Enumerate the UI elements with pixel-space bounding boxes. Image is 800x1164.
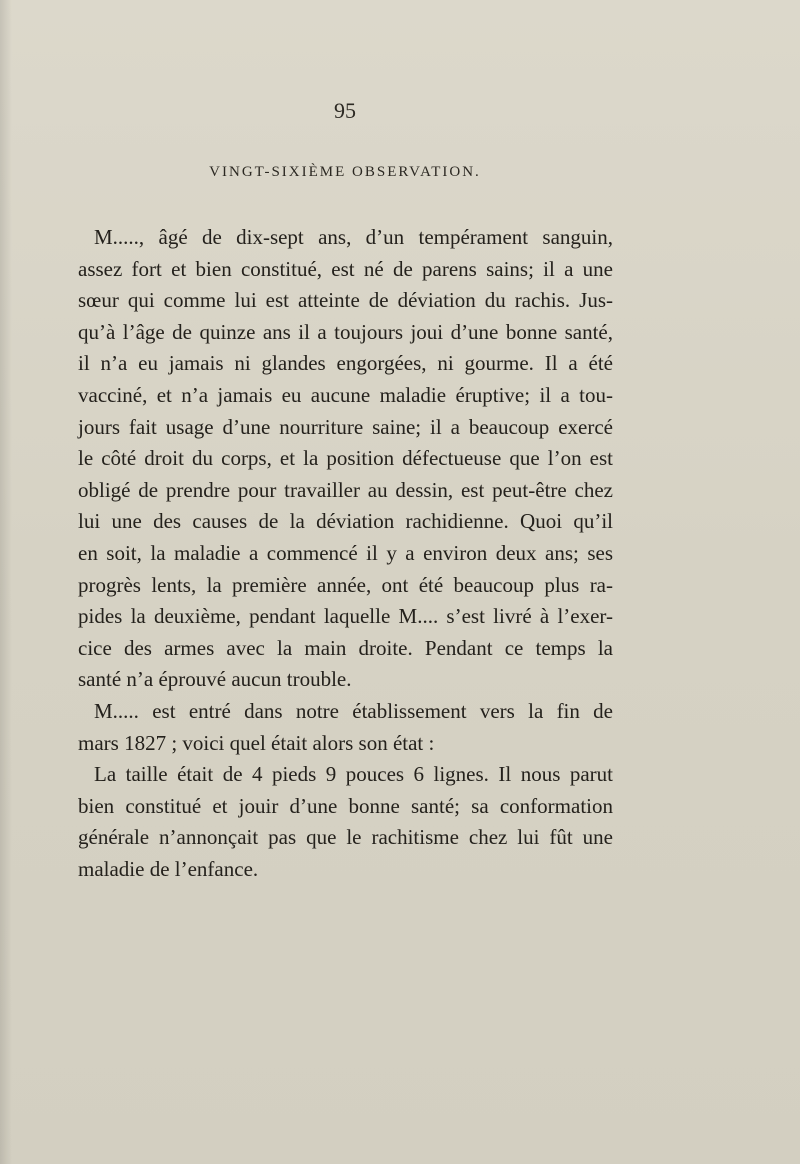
text-line: le côté droit du corps, et la position défectueuse que l’on est [78,446,613,471]
text-line: progrès lents, la première année, ont été beaucoup plus ra- [78,572,613,597]
text-line: assez fort et bien constitué, est né de parens sains; il a une [78,256,613,281]
text-line: générale n’annonçait pas que le rachitisme chez lui fût une [78,825,613,850]
body-text [78,222,613,885]
text-line: lui une des causes de la déviation rachidienne. Quoi qu’il [78,509,613,534]
observation-heading: VINGT-SIXIÈME OBSERVATION. [209,164,481,180]
text-line: vacciné, et n’a jamais eu aucune maladie éruptive; il a tou- [78,382,613,407]
page-number: 95 [334,98,356,123]
text-line: qu’à l’âge de quinze ans il a toujours joui d’une bonne santé, [78,319,613,344]
text-line: en soit, la maladie a commencé il y a environ deux ans; ses [78,540,613,565]
text-line: obligé de prendre pour travailler au dessin, est peut-être chez [78,477,613,502]
text-line: mars 1827 ; voici quel était alors son état : [78,730,435,755]
text-line: jours fait usage d’une nourriture saine; il a beaucoup exercé [78,414,613,439]
text-line: santé n’a éprouvé aucun trouble. [78,667,352,692]
text-line: M....., âgé de dix-sept ans, d’un tempérament sanguin, [94,225,613,249]
text-line: il n’a eu jamais ni glandes engorgées, ni gourme. Il a été [78,351,613,376]
text-line: cice des armes avec la main droite. Pendant ce temps la [78,635,613,660]
text-line: pides la deuxième, pendant laquelle M.... s’est livré à l’exer- [78,604,613,629]
text-line: sœur qui comme lui est atteinte de déviation du rachis. Jus- [78,288,613,313]
text-line: maladie de l’enfance. [78,856,259,881]
text-line: M..... est entré dans notre établissement vers la fin de [94,698,613,723]
text-line: La taille était de 4 pieds 9 pouces 6 lignes. Il nous parut [94,762,613,787]
text-line: bien constitué et jouir d’une bonne santé; sa conformation [78,793,613,818]
